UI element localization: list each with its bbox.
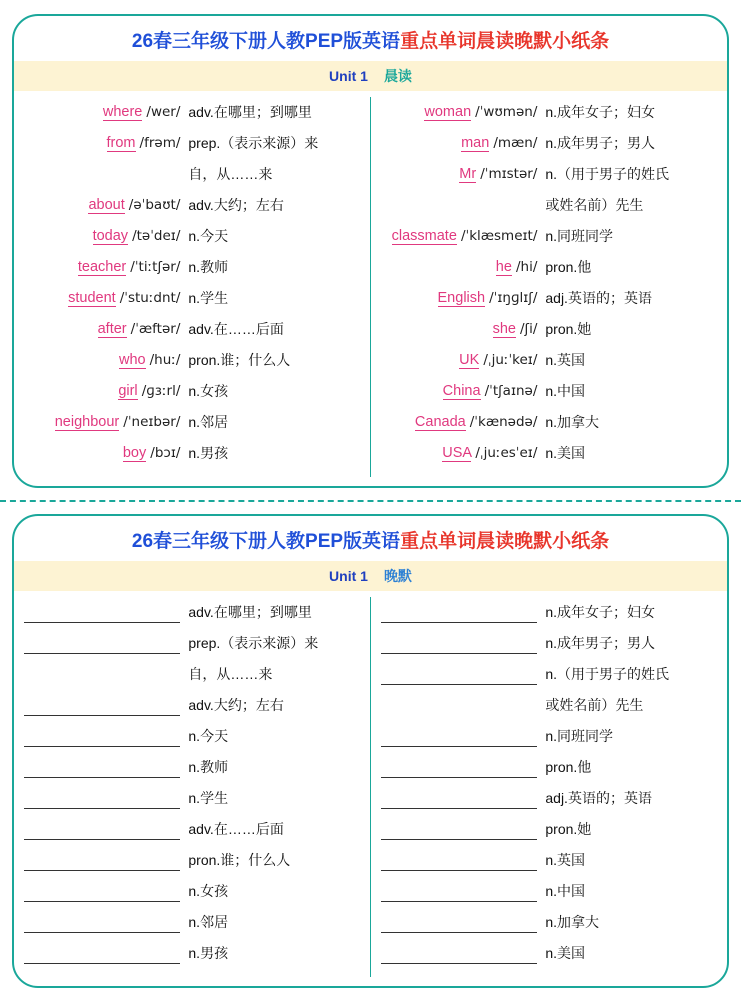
morning-right-column: [371, 97, 728, 477]
vocab-definition: adv.大约；左右: [188, 697, 284, 713]
vocab-word: from: [106, 135, 136, 151]
vocab-word-cell: [381, 128, 546, 159]
vocab-definition: n.美国: [545, 445, 586, 461]
vocab-phonetic: /əˈbaʊt/: [128, 197, 181, 213]
vocab-row: [381, 283, 718, 314]
vocab-definition: adv.在哪里；到哪里: [188, 104, 312, 120]
dictation-row: [381, 752, 718, 783]
vocab-word-cell: [24, 283, 188, 314]
vocab-phonetic: /mæn/: [493, 135, 538, 151]
vocab-definition: pron.她: [545, 321, 592, 337]
vocab-row: [24, 159, 360, 190]
evening-card: [12, 514, 729, 988]
vocab-word-cell: [381, 407, 546, 438]
vocab-word-cell: [381, 159, 546, 190]
vocab-row: [381, 221, 718, 252]
vocab-row: [24, 97, 360, 128]
vocab-word: China: [442, 383, 481, 399]
vocab-phonetic: /frəm/: [139, 135, 181, 151]
vocab-row: [381, 97, 718, 128]
dictation-row: [381, 814, 718, 845]
dictation-blank-field[interactable]: [24, 814, 188, 845]
dictation-blank-field[interactable]: [381, 907, 546, 938]
write-line[interactable]: [381, 758, 538, 778]
morning-columns: [14, 91, 727, 483]
unit-mode-label: 晚默: [383, 568, 412, 584]
vocab-row: [24, 221, 360, 252]
vocab-phonetic: /ɡɜːrl/: [141, 383, 181, 399]
evening-left-column: [14, 597, 371, 977]
vocab-definition: n.成年女子；妇女: [545, 104, 656, 120]
vocab-definition: n.成年女子；妇女: [545, 604, 656, 620]
dictation-row: [24, 628, 360, 659]
dictation-row: [381, 721, 718, 752]
vocab-definition: 或姓名前）先生: [545, 697, 644, 713]
vocab-definition: pron.他: [545, 259, 592, 275]
vocab-definition: n.同班同学: [545, 228, 614, 244]
vocab-definition: 自，从……来: [188, 166, 273, 182]
vocab-word-cell: [24, 438, 188, 469]
vocab-row: [381, 314, 718, 345]
vocab-word: about: [88, 197, 125, 213]
vocab-word-cell: [381, 438, 546, 469]
write-line[interactable]: [24, 851, 180, 871]
write-line[interactable]: [381, 727, 538, 747]
vocab-row: [381, 376, 718, 407]
dictation-blank-field[interactable]: [24, 597, 188, 628]
dictation-blank-field[interactable]: [381, 783, 546, 814]
dictation-row: [24, 876, 360, 907]
vocab-word: English: [437, 290, 486, 306]
vocab-definition: n.男孩: [188, 445, 229, 461]
vocab-definition: adj.英语的；英语: [545, 290, 652, 306]
write-line[interactable]: [24, 727, 180, 747]
dictation-row: [381, 845, 718, 876]
vocab-row: [24, 376, 360, 407]
unit-label: Unit 1: [329, 568, 368, 584]
vocab-definition: n.教师: [188, 759, 229, 775]
vocab-word-cell: [381, 376, 546, 407]
dictation-row: [24, 690, 360, 721]
dictation-row: [381, 690, 718, 721]
dictation-blank-field[interactable]: [381, 845, 546, 876]
write-line: [24, 665, 180, 685]
dictation-blank-field[interactable]: [381, 659, 546, 690]
vocab-row: [381, 128, 718, 159]
vocab-row: [381, 345, 718, 376]
vocab-definition: n.成年男子；男人: [545, 135, 656, 151]
write-line[interactable]: [24, 789, 180, 809]
vocab-definition: prep.（表示来源）来: [188, 635, 319, 651]
title-blue-part: 26春三年级下册人教PEP版英语: [131, 31, 401, 52]
vocab-definition: n.教师: [188, 259, 229, 275]
vocab-row: [24, 314, 360, 345]
vocab-definition: pron.谁；什么人: [188, 852, 291, 868]
vocab-definition: n.学生: [188, 790, 229, 806]
write-line[interactable]: [381, 789, 538, 809]
vocab-definition: adv.在……后面: [188, 321, 284, 337]
vocab-row: [24, 407, 360, 438]
write-line[interactable]: [381, 851, 538, 871]
unit-bar-morning: [14, 61, 727, 91]
write-line[interactable]: [24, 603, 180, 623]
vocab-row: [381, 438, 718, 469]
dictation-blank-field[interactable]: [381, 597, 546, 628]
dictation-blank-field[interactable]: [381, 814, 546, 845]
vocab-word: Canada: [414, 414, 466, 430]
vocab-word: USA: [442, 445, 472, 461]
dictation-row: [381, 907, 718, 938]
vocab-word: woman: [424, 104, 472, 120]
vocab-word-cell: [24, 345, 188, 376]
vocab-definition: n.学生: [188, 290, 229, 306]
vocab-definition: n.中国: [545, 883, 586, 899]
morning-left-column: [14, 97, 371, 477]
vocab-definition: adv.在……后面: [188, 821, 284, 837]
dictation-row: [381, 876, 718, 907]
title-red-part: 重点单词晨读晚默小纸条: [400, 531, 610, 552]
vocab-row: [24, 252, 360, 283]
unit-mode-label: 晨读: [383, 68, 412, 84]
vocab-definition: n.英国: [545, 352, 586, 368]
vocab-phonetic: /ˈæftər/: [130, 321, 181, 337]
vocab-word-cell: [381, 221, 546, 252]
vocab-definition: prep.（表示来源）来: [188, 135, 319, 151]
vocab-word: today: [92, 228, 129, 244]
title-red-part: 重点单词晨读晚默小纸条: [400, 31, 610, 52]
vocab-word: after: [97, 321, 127, 337]
vocab-phonetic: /ˈwʊmən/: [475, 104, 538, 120]
vocab-definition: pron.他: [545, 759, 592, 775]
dictation-row: [24, 814, 360, 845]
vocab-phonetic: /hi/: [515, 259, 538, 275]
dictation-blank-field[interactable]: [24, 876, 188, 907]
vocab-row: [381, 190, 718, 221]
dictation-blank-spacer: [381, 690, 546, 721]
vocab-word-cell: [381, 314, 546, 345]
vocab-word-cell: [381, 283, 546, 314]
write-line[interactable]: [24, 944, 180, 964]
dictation-blank-field[interactable]: [381, 876, 546, 907]
vocab-definition: n.加拿大: [545, 914, 600, 930]
vocab-definition: pron.谁；什么人: [188, 352, 291, 368]
vocab-row: [381, 407, 718, 438]
vocab-word: she: [492, 321, 516, 337]
vocab-definition: n.女孩: [188, 883, 229, 899]
vocab-definition: adv.在哪里；到哪里: [188, 604, 312, 620]
vocab-phonetic: /təˈdeɪ/: [132, 228, 181, 244]
vocab-phonetic: /bɔɪ/: [150, 445, 181, 461]
vocab-definition: n.（用于男子的姓氏: [545, 166, 670, 182]
vocab-row: [24, 438, 360, 469]
vocab-word-cell: [24, 97, 188, 128]
write-line[interactable]: [381, 882, 538, 902]
vocab-word-cell: [24, 128, 188, 159]
section-divider: [0, 488, 741, 514]
evening-columns: [14, 591, 727, 983]
vocab-word-cell: [381, 252, 546, 283]
evening-right-column: [371, 597, 728, 977]
vocab-definition: n.美国: [545, 945, 586, 961]
vocab-definition: n.成年男子；男人: [545, 635, 656, 651]
page-title-evening: [14, 516, 727, 561]
vocab-definition: 自，从……来: [188, 666, 273, 682]
vocab-phonetic: /ˈstuːdnt/: [119, 290, 181, 306]
vocab-word: boy: [122, 445, 147, 461]
vocab-word: who: [118, 352, 146, 368]
write-line[interactable]: [381, 634, 538, 654]
write-line[interactable]: [24, 696, 180, 716]
write-line[interactable]: [381, 665, 538, 685]
vocab-definition: n.中国: [545, 383, 586, 399]
vocab-definition: n.女孩: [188, 383, 229, 399]
dictation-row: [24, 721, 360, 752]
dictation-blank-field[interactable]: [381, 721, 546, 752]
vocab-phonetic: /ˈtʃaɪnə/: [484, 383, 538, 399]
vocab-phonetic: /ˈneɪbər/: [123, 414, 181, 430]
dictation-row: [381, 938, 718, 969]
dashed-cut-line: [0, 500, 741, 502]
vocab-definition: n.同班同学: [545, 728, 614, 744]
write-line[interactable]: [381, 603, 538, 623]
dictation-row: [381, 597, 718, 628]
vocab-word-cell: [24, 314, 188, 345]
vocab-row: [24, 345, 360, 376]
dictation-row: [24, 938, 360, 969]
dictation-blank-field[interactable]: [381, 752, 546, 783]
vocab-definition: n.今天: [188, 728, 229, 744]
vocab-phonetic: /ˈmɪstər/: [480, 166, 538, 182]
vocab-definition: n.今天: [188, 228, 229, 244]
dictation-blank-field[interactable]: [381, 628, 546, 659]
dictation-blank-field[interactable]: [24, 628, 188, 659]
vocab-definition: adj.英语的；英语: [545, 790, 652, 806]
dictation-blank-field[interactable]: [24, 845, 188, 876]
write-line[interactable]: [381, 944, 538, 964]
vocab-word: where: [102, 104, 143, 120]
vocab-definition: n.英国: [545, 852, 586, 868]
vocab-word: teacher: [77, 259, 127, 275]
vocab-word-cell: [24, 221, 188, 252]
vocab-phonetic: /ˈkænədə/: [469, 414, 538, 430]
dictation-blank-field[interactable]: [24, 783, 188, 814]
vocab-word-cell: [24, 376, 188, 407]
vocab-definition: adv.大约；左右: [188, 197, 284, 213]
vocab-word-cell: [24, 252, 188, 283]
write-line[interactable]: [381, 913, 538, 933]
vocab-definition: n.男孩: [188, 945, 229, 961]
dictation-blank-field[interactable]: [24, 721, 188, 752]
vocab-definition: n.加拿大: [545, 414, 600, 430]
dictation-row: [24, 752, 360, 783]
dictation-row: [24, 845, 360, 876]
dictation-blank-spacer: [24, 659, 188, 690]
dictation-blank-field[interactable]: [381, 938, 546, 969]
vocab-phonetic: /ˈtiːtʃər/: [130, 259, 181, 275]
vocab-phonetic: /ʃi/: [519, 321, 538, 337]
vocab-definition: 或姓名前）先生: [545, 197, 644, 213]
vocab-definition: pron.她: [545, 821, 592, 837]
write-line[interactable]: [24, 820, 180, 840]
vocab-phonetic: /wer/: [146, 104, 181, 120]
vocab-word-cell: [381, 97, 546, 128]
dictation-row: [381, 628, 718, 659]
vocab-phonetic: /ˌjuːesˈeɪ/: [475, 445, 538, 461]
vocab-word: Mr: [459, 166, 477, 182]
vocab-definition: n.邻居: [188, 914, 229, 930]
vocab-word-cell: [24, 407, 188, 438]
vocab-word: neighbour: [54, 414, 120, 430]
dictation-row: [24, 907, 360, 938]
vocab-word: classmate: [391, 228, 457, 244]
write-line[interactable]: [24, 758, 180, 778]
unit-label: Unit 1: [329, 68, 368, 84]
dictation-blank-field[interactable]: [24, 938, 188, 969]
dictation-row: [381, 659, 718, 690]
write-line: [381, 696, 538, 716]
vocab-row: [381, 252, 718, 283]
vocab-word: UK: [459, 352, 480, 368]
write-line[interactable]: [24, 913, 180, 933]
vocab-row: [24, 128, 360, 159]
title-blue-part: 26春三年级下册人教PEP版英语: [131, 531, 401, 552]
vocab-row: [24, 190, 360, 221]
vocab-word: man: [461, 135, 490, 151]
write-line[interactable]: [24, 634, 180, 654]
morning-card: [12, 14, 729, 488]
write-line[interactable]: [381, 820, 538, 840]
dictation-row: [24, 659, 360, 690]
vocab-word: girl: [118, 383, 138, 399]
vocab-word: student: [68, 290, 116, 306]
vocab-word-cell: [381, 345, 546, 376]
vocab-word: he: [495, 259, 512, 275]
dictation-blank-field[interactable]: [24, 752, 188, 783]
vocab-definition: n.（用于男子的姓氏: [545, 666, 670, 682]
dictation-row: [24, 597, 360, 628]
vocab-row: [381, 159, 718, 190]
dictation-row: [24, 783, 360, 814]
vocab-phonetic: /ˈklæsmeɪt/: [460, 228, 538, 244]
dictation-blank-field[interactable]: [24, 907, 188, 938]
write-line[interactable]: [24, 882, 180, 902]
vocab-word-cell: [24, 190, 188, 221]
unit-bar-evening: [14, 561, 727, 591]
vocab-phonetic: /huː/: [149, 352, 181, 368]
page-title-morning: [14, 16, 727, 61]
dictation-row: [381, 783, 718, 814]
vocab-phonetic: /ˈɪŋɡlɪʃ/: [489, 290, 538, 306]
vocab-row: [24, 283, 360, 314]
vocab-definition: n.邻居: [188, 414, 229, 430]
dictation-blank-field[interactable]: [24, 690, 188, 721]
vocab-phonetic: /ˌjuːˈkeɪ/: [483, 352, 538, 368]
